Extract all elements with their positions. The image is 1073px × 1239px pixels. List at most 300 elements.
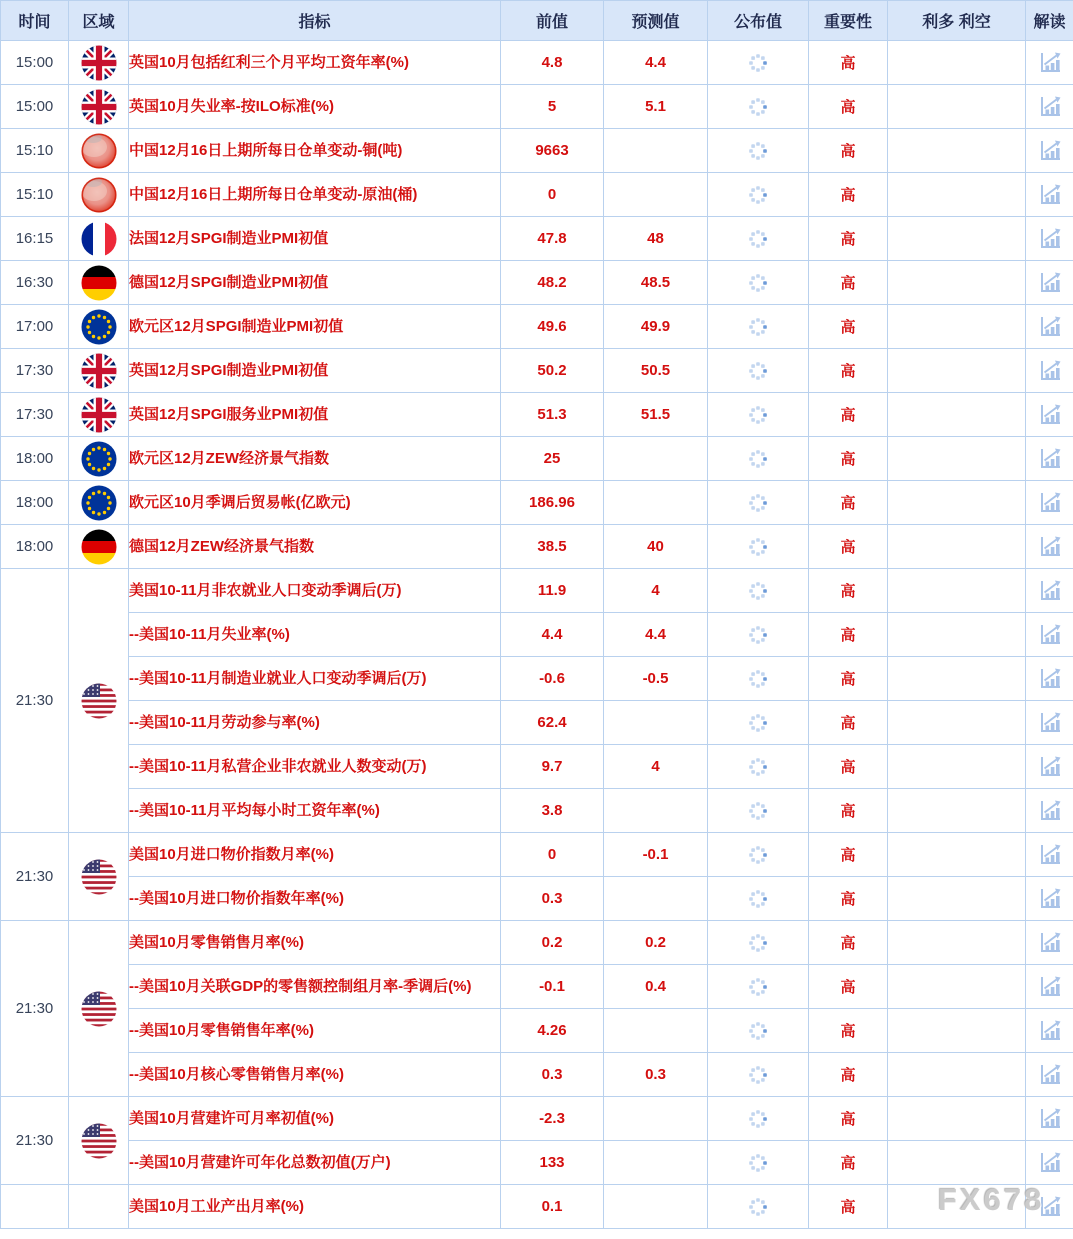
chart-interpretation-icon[interactable] [1036, 357, 1064, 385]
interpretation-cell [1026, 481, 1073, 525]
time-cell [1, 1185, 69, 1229]
chart-interpretation-icon[interactable] [1036, 489, 1064, 517]
chart-interpretation-icon[interactable] [1036, 93, 1064, 121]
bull-bear-cell [888, 525, 1026, 569]
importance-badge: 高 [809, 1053, 888, 1097]
loading-spinner-icon [748, 1109, 768, 1129]
actual-value [708, 481, 809, 525]
col-header-indicator: 指标 [129, 1, 501, 41]
table-row [1, 569, 1073, 613]
loading-spinner-icon [748, 185, 768, 205]
interpretation-cell [1026, 613, 1073, 657]
actual-value [708, 349, 809, 393]
previous-value: 5 [501, 85, 604, 129]
importance-badge: 高 [809, 481, 888, 525]
previous-value: 3.8 [501, 789, 604, 833]
chart-interpretation-icon[interactable] [1036, 797, 1064, 825]
importance-badge: 高 [809, 1097, 888, 1141]
region-flag-cell [69, 1097, 129, 1185]
chart-interpretation-icon[interactable] [1036, 313, 1064, 341]
actual-value [708, 1141, 809, 1185]
previous-value: -0.6 [501, 657, 604, 701]
importance-badge: 高 [809, 613, 888, 657]
indicator-cell: --美国10月核心零售销售月率(%) [129, 1053, 501, 1097]
col-header-previous: 前值 [501, 1, 604, 41]
forecast-value: 4 [604, 569, 708, 613]
importance-badge: 高 [809, 305, 888, 349]
bull-bear-cell [888, 437, 1026, 481]
table-row [1, 1053, 1073, 1097]
interpretation-cell [1026, 1141, 1073, 1185]
loading-spinner-icon [748, 933, 768, 953]
previous-value: 48.2 [501, 261, 604, 305]
chart-interpretation-icon[interactable] [1036, 225, 1064, 253]
eu-flag-icon [81, 485, 117, 521]
loading-spinner-icon [748, 229, 768, 249]
indicator-cell: --美国10-11月制造业就业人口变动季调后(万) [129, 657, 501, 701]
table-row [1, 261, 1073, 305]
interpretation-cell [1026, 349, 1073, 393]
interpretation-cell [1026, 1053, 1073, 1097]
indicator-cell: 德国12月SPGI制造业PMI初值 [129, 261, 501, 305]
region-flag-cell [69, 217, 129, 261]
interpretation-cell [1026, 437, 1073, 481]
region-flag-cell [69, 41, 129, 85]
time-cell: 17:30 [1, 349, 69, 393]
previous-value: 51.3 [501, 393, 604, 437]
actual-value [708, 833, 809, 877]
importance-badge: 高 [809, 393, 888, 437]
uk-flag-icon [81, 353, 117, 389]
col-header-forecast: 预测值 [604, 1, 708, 41]
region-flag-cell [69, 173, 129, 217]
chart-interpretation-icon[interactable] [1036, 401, 1064, 429]
loading-spinner-icon [748, 53, 768, 73]
loading-spinner-icon [748, 141, 768, 161]
table-row [1, 965, 1073, 1009]
interpretation-cell [1026, 921, 1073, 965]
us-flag-icon [81, 683, 117, 719]
indicator-cell: 法国12月SPGI制造业PMI初值 [129, 217, 501, 261]
previous-value: 186.96 [501, 481, 604, 525]
importance-badge: 高 [809, 217, 888, 261]
chart-interpretation-icon[interactable] [1036, 137, 1064, 165]
time-cell: 18:00 [1, 525, 69, 569]
forecast-value [604, 1141, 708, 1185]
previous-value: -2.3 [501, 1097, 604, 1141]
importance-badge: 高 [809, 877, 888, 921]
table-row [1, 877, 1073, 921]
china-flag-icon [81, 133, 117, 169]
interpretation-cell [1026, 129, 1073, 173]
table-row [1, 1185, 1073, 1229]
actual-value [708, 745, 809, 789]
actual-value [708, 305, 809, 349]
forecast-value: 0.2 [604, 921, 708, 965]
actual-value [708, 613, 809, 657]
bull-bear-cell [888, 1053, 1026, 1097]
forecast-value: 48 [604, 217, 708, 261]
interpretation-cell [1026, 173, 1073, 217]
importance-badge: 高 [809, 657, 888, 701]
region-flag-cell [69, 393, 129, 437]
importance-badge: 高 [809, 129, 888, 173]
previous-value: 4.26 [501, 1009, 604, 1053]
indicator-cell: --美国10-11月私营企业非农就业人数变动(万) [129, 745, 501, 789]
chart-interpretation-icon[interactable] [1036, 621, 1064, 649]
loading-spinner-icon [748, 361, 768, 381]
actual-value [708, 437, 809, 481]
interpretation-cell [1026, 1185, 1073, 1229]
previous-value: 38.5 [501, 525, 604, 569]
actual-value [708, 789, 809, 833]
forecast-value: 48.5 [604, 261, 708, 305]
interpretation-cell [1026, 789, 1073, 833]
time-cell: 15:10 [1, 129, 69, 173]
actual-value [708, 173, 809, 217]
chart-interpretation-icon[interactable] [1036, 665, 1064, 693]
previous-value: 0.3 [501, 877, 604, 921]
indicator-cell: 美国10月营建许可月率初值(%) [129, 1097, 501, 1141]
loading-spinner-icon [748, 449, 768, 469]
actual-value [708, 569, 809, 613]
actual-value [708, 85, 809, 129]
previous-value: 62.4 [501, 701, 604, 745]
loading-spinner-icon [748, 1021, 768, 1041]
forecast-value: 51.5 [604, 393, 708, 437]
previous-value: 0.1 [501, 1185, 604, 1229]
chart-interpretation-icon[interactable] [1036, 1193, 1064, 1221]
table-row [1, 657, 1073, 701]
loading-spinner-icon [748, 625, 768, 645]
previous-value: 4.8 [501, 41, 604, 85]
chart-interpretation-icon[interactable] [1036, 445, 1064, 473]
indicator-cell: --美国10-11月劳动参与率(%) [129, 701, 501, 745]
bull-bear-cell [888, 173, 1026, 217]
region-flag-cell [69, 129, 129, 173]
loading-spinner-icon [748, 1153, 768, 1173]
forecast-value [604, 437, 708, 481]
col-header-actual: 公布值 [708, 1, 809, 41]
table-row [1, 349, 1073, 393]
chart-interpretation-icon[interactable] [1036, 753, 1064, 781]
chart-interpretation-icon[interactable] [1036, 1061, 1064, 1089]
forecast-value [604, 481, 708, 525]
chart-interpretation-icon[interactable] [1036, 1149, 1064, 1177]
loading-spinner-icon [748, 1197, 768, 1217]
indicator-cell: --美国10-11月平均每小时工资年率(%) [129, 789, 501, 833]
forecast-value: 50.5 [604, 349, 708, 393]
forecast-value: 0.3 [604, 1053, 708, 1097]
region-flag-cell [69, 569, 129, 833]
previous-value: -0.1 [501, 965, 604, 1009]
time-cell: 15:00 [1, 85, 69, 129]
forecast-value: -0.5 [604, 657, 708, 701]
loading-spinner-icon [748, 1065, 768, 1085]
indicator-cell: 欧元区12月SPGI制造业PMI初值 [129, 305, 501, 349]
time-cell: 15:00 [1, 41, 69, 85]
interpretation-cell [1026, 1097, 1073, 1141]
chart-interpretation-icon[interactable] [1036, 929, 1064, 957]
calendar-body [1, 41, 1073, 1229]
actual-value [708, 261, 809, 305]
loading-spinner-icon [748, 977, 768, 997]
time-cell: 17:00 [1, 305, 69, 349]
us-flag-icon [81, 1123, 117, 1159]
bull-bear-cell [888, 1185, 1026, 1229]
interpretation-cell [1026, 525, 1073, 569]
loading-spinner-icon [748, 801, 768, 821]
actual-value [708, 393, 809, 437]
table-row [1, 481, 1073, 525]
forecast-value [604, 877, 708, 921]
indicator-cell: 美国10-11月非农就业人口变动季调后(万) [129, 569, 501, 613]
col-header-region: 区域 [69, 1, 129, 41]
bull-bear-cell [888, 921, 1026, 965]
indicator-cell: --美国10月营建许可年化总数初值(万户) [129, 1141, 501, 1185]
us-flag-icon [81, 991, 117, 1027]
previous-value: 0.2 [501, 921, 604, 965]
forecast-value [604, 1097, 708, 1141]
previous-value: 9.7 [501, 745, 604, 789]
loading-spinner-icon [748, 493, 768, 513]
previous-value: 50.2 [501, 349, 604, 393]
importance-badge: 高 [809, 85, 888, 129]
france-flag-icon [81, 221, 117, 257]
interpretation-cell [1026, 1009, 1073, 1053]
actual-value [708, 657, 809, 701]
loading-spinner-icon [748, 713, 768, 733]
germany-flag-icon [81, 265, 117, 301]
indicator-cell: 中国12月16日上期所每日仓单变动-铜(吨) [129, 129, 501, 173]
chart-interpretation-icon[interactable] [1036, 1105, 1064, 1133]
loading-spinner-icon [748, 757, 768, 777]
previous-value: 4.4 [501, 613, 604, 657]
eu-flag-icon [81, 441, 117, 477]
previous-value: 25 [501, 437, 604, 481]
forecast-value [604, 173, 708, 217]
interpretation-cell [1026, 85, 1073, 129]
table-row [1, 305, 1073, 349]
table-row [1, 833, 1073, 877]
indicator-cell: 中国12月16日上期所每日仓单变动-原油(桶) [129, 173, 501, 217]
time-cell: 17:30 [1, 393, 69, 437]
actual-value [708, 877, 809, 921]
indicator-cell: 英国12月SPGI服务业PMI初值 [129, 393, 501, 437]
forecast-value: 4 [604, 745, 708, 789]
chart-interpretation-icon[interactable] [1036, 49, 1064, 77]
previous-value: 11.9 [501, 569, 604, 613]
uk-flag-icon [81, 89, 117, 125]
region-flag-cell [69, 437, 129, 481]
bull-bear-cell [888, 965, 1026, 1009]
region-flag-cell [69, 1185, 129, 1229]
importance-badge: 高 [809, 173, 888, 217]
forecast-value: 40 [604, 525, 708, 569]
bull-bear-cell [888, 349, 1026, 393]
interpretation-cell [1026, 569, 1073, 613]
actual-value [708, 965, 809, 1009]
bull-bear-cell [888, 657, 1026, 701]
chart-interpretation-icon[interactable] [1036, 885, 1064, 913]
interpretation-cell [1026, 305, 1073, 349]
bull-bear-cell [888, 1097, 1026, 1141]
indicator-cell: --美国10-11月失业率(%) [129, 613, 501, 657]
forecast-value [604, 701, 708, 745]
chart-interpretation-icon[interactable] [1036, 709, 1064, 737]
region-flag-cell [69, 305, 129, 349]
indicator-cell: 欧元区10月季调后贸易帐(亿欧元) [129, 481, 501, 525]
time-cell: 21:30 [1, 569, 69, 833]
table-row [1, 437, 1073, 481]
fx678-watermark: FX678 [938, 1182, 1045, 1217]
bull-bear-cell [888, 85, 1026, 129]
table-row [1, 1009, 1073, 1053]
time-cell: 21:30 [1, 1097, 69, 1185]
actual-value [708, 1097, 809, 1141]
bull-bear-cell [888, 789, 1026, 833]
importance-badge: 高 [809, 1185, 888, 1229]
us-flag-icon [81, 859, 117, 895]
previous-value: 49.6 [501, 305, 604, 349]
loading-spinner-icon [748, 669, 768, 689]
bull-bear-cell [888, 129, 1026, 173]
indicator-cell: --美国10月进口物价指数年率(%) [129, 877, 501, 921]
loading-spinner-icon [748, 273, 768, 293]
forecast-value [604, 1185, 708, 1229]
forecast-value: 4.4 [604, 613, 708, 657]
indicator-cell: 美国10月零售销售月率(%) [129, 921, 501, 965]
germany-flag-icon [81, 529, 117, 565]
forecast-value [604, 1009, 708, 1053]
col-header-importance: 重要性 [809, 1, 888, 41]
table-row [1, 1097, 1073, 1141]
chart-interpretation-icon[interactable] [1036, 269, 1064, 297]
importance-badge: 高 [809, 921, 888, 965]
time-cell: 21:30 [1, 833, 69, 921]
interpretation-cell [1026, 657, 1073, 701]
chart-interpretation-icon[interactable] [1036, 577, 1064, 605]
previous-value: 0 [501, 833, 604, 877]
region-flag-cell [69, 85, 129, 129]
importance-badge: 高 [809, 437, 888, 481]
region-flag-cell [69, 481, 129, 525]
table-row [1, 173, 1073, 217]
importance-badge: 高 [809, 349, 888, 393]
indicator-cell: 英国10月包括红利三个月平均工资年率(%) [129, 41, 501, 85]
time-cell: 16:30 [1, 261, 69, 305]
importance-badge: 高 [809, 41, 888, 85]
bull-bear-cell [888, 833, 1026, 877]
forecast-value [604, 129, 708, 173]
chart-interpretation-icon[interactable] [1036, 1017, 1064, 1045]
actual-value [708, 701, 809, 745]
loading-spinner-icon [748, 97, 768, 117]
table-row [1, 525, 1073, 569]
chart-interpretation-icon[interactable] [1036, 533, 1064, 561]
actual-value [708, 1009, 809, 1053]
interpretation-cell [1026, 877, 1073, 921]
actual-value [708, 129, 809, 173]
bull-bear-cell [888, 877, 1026, 921]
table-row [1, 613, 1073, 657]
bull-bear-cell [888, 1141, 1026, 1185]
table-row [1, 393, 1073, 437]
bull-bear-cell [888, 1009, 1026, 1053]
region-flag-cell [69, 261, 129, 305]
indicator-cell: 英国10月失业率-按ILO标准(%) [129, 85, 501, 129]
region-flag-cell [69, 525, 129, 569]
loading-spinner-icon [748, 845, 768, 865]
region-flag-cell [69, 349, 129, 393]
importance-badge: 高 [809, 569, 888, 613]
indicator-cell: --美国10月关联GDP的零售额控制组月率-季调后(%) [129, 965, 501, 1009]
loading-spinner-icon [748, 889, 768, 909]
col-header-time: 时间 [1, 1, 69, 41]
loading-spinner-icon [748, 405, 768, 425]
actual-value [708, 41, 809, 85]
previous-value: 133 [501, 1141, 604, 1185]
importance-badge: 高 [809, 261, 888, 305]
interpretation-cell [1026, 965, 1073, 1009]
table-row [1, 921, 1073, 965]
actual-value [708, 921, 809, 965]
importance-badge: 高 [809, 1009, 888, 1053]
interpretation-cell [1026, 393, 1073, 437]
table-row [1, 701, 1073, 745]
previous-value: 0 [501, 173, 604, 217]
importance-badge: 高 [809, 745, 888, 789]
bull-bear-cell [888, 745, 1026, 789]
table-header [1, 1, 1073, 41]
interpretation-cell [1026, 261, 1073, 305]
actual-value [708, 217, 809, 261]
forecast-value: -0.1 [604, 833, 708, 877]
importance-badge: 高 [809, 789, 888, 833]
region-flag-cell [69, 921, 129, 1097]
previous-value: 47.8 [501, 217, 604, 261]
bull-bear-cell [888, 261, 1026, 305]
forecast-value [604, 789, 708, 833]
actual-value [708, 1053, 809, 1097]
interpretation-cell [1026, 41, 1073, 85]
forecast-value: 0.4 [604, 965, 708, 1009]
forecast-value: 4.4 [604, 41, 708, 85]
chart-interpretation-icon[interactable] [1036, 973, 1064, 1001]
uk-flag-icon [81, 397, 117, 433]
actual-value [708, 1185, 809, 1229]
importance-badge: 高 [809, 833, 888, 877]
bull-bear-cell [888, 217, 1026, 261]
bull-bear-cell [888, 613, 1026, 657]
chart-interpretation-icon[interactable] [1036, 841, 1064, 869]
importance-badge: 高 [809, 701, 888, 745]
bull-bear-cell [888, 393, 1026, 437]
time-cell: 18:00 [1, 481, 69, 525]
importance-badge: 高 [809, 965, 888, 1009]
time-cell: 18:00 [1, 437, 69, 481]
loading-spinner-icon [748, 317, 768, 337]
chart-interpretation-icon[interactable] [1036, 181, 1064, 209]
importance-badge: 高 [809, 1141, 888, 1185]
indicator-cell: --美国10月零售销售年率(%) [129, 1009, 501, 1053]
interpretation-cell [1026, 745, 1073, 789]
bull-bear-cell [888, 569, 1026, 613]
interpretation-cell [1026, 701, 1073, 745]
indicator-cell: 美国10月进口物价指数月率(%) [129, 833, 501, 877]
col-header-bull-bear: 利多 利空 [888, 1, 1026, 41]
indicator-cell: 德国12月ZEW经济景气指数 [129, 525, 501, 569]
